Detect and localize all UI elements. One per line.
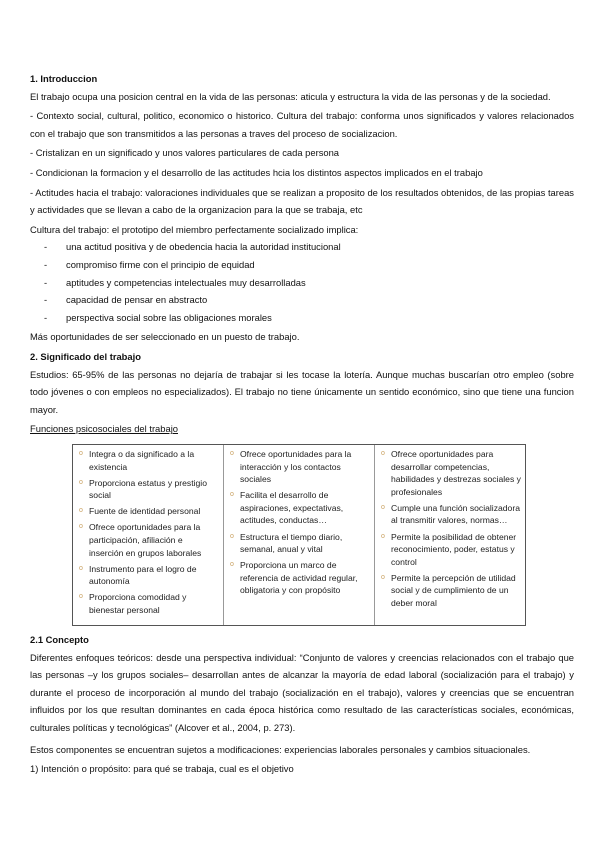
list-item: o Proporciona comodidad y bienestar personal [77,591,219,616]
document-page [30,70,574,438]
section-1-title: 1. Introduccion [30,73,98,84]
list-item: o Fuente de identidad personal [77,505,219,518]
list-item: - aptitudes y competencias intelectuales muy desarrolladas [30,274,574,292]
paragraph: Estos componentes se encuentran sujetos a modificaciones: experiencias laborales personales y cambios situacionales. [30,743,531,755]
list-item: o Ofrece oportunidades para la participación, afiliación e inserción en grupos laborales [77,521,219,559]
paragraph: Cultura del trabajo: el prototipo del miembro perfectamente socializado implica: [30,223,359,235]
paragraph: 1) Intención o propósito: para qué se trabaja, cual es el objetivo [30,763,294,775]
list-item: o Permite la posibilidad de obtener reconocimiento, poder, estatus y control [379,531,521,569]
paragraph: - Contexto social, cultural, politico, economico o historico. Cultura del trabajo: conforma unos significados y valores relacionados con el trabajo que son transmitidos a las personas a traves del proceso de socializacion. [30,110,574,139]
list-item: - capacidad de pensar en abstracto [30,291,574,309]
list-item: - perspectiva social sobre las obligaciones morales [30,309,574,327]
list-item: o Cumple una función socializadora al transmitir valores, normas… [379,502,521,527]
paragraph: Estudios: 65-95% de las personas no dejaría de trabajar si les tocase la lotería. Aunque muchas buscarían otro empleo (sobre todo jóvenes o con empleos no especializados). El trabajo no tiene únicamente un sentido económico, sino que tiene una funcion mayor. [30,368,574,415]
list-item: o Ofrece oportunidades para la interacción y los contactos sociales [228,448,370,486]
section-2-1-title: 2.1 Concepto [30,634,89,645]
paragraph: Más oportunidades de ser seleccionado en un puesto de trabajo. [30,331,300,343]
list-item: o Proporciona un marco de referencia de actividad regular, obligatoria y con propósito [228,559,370,597]
section-2-title: 2. Significado del trabajo [30,350,141,362]
list-item: o Permite la percepción de utilidad social y de cumplimiento de un deber moral [379,572,521,610]
list-item: o Ofrece oportunidades para desarrollar competencias, habilidades y destrezas sociales y profesionales [379,448,521,498]
list-item: o Estructura el tiempo diario, semanal, anual y vital [228,531,370,556]
list-item: o Instrumento para el logro de autonomía [77,563,219,588]
table-column [224,445,375,625]
paragraph: Diferentes enfoques teóricos: desde una perspectiva individual: “Conjunto de valores y creencias relacionados con el trabajo que las personas –y los grupos sociales– desarrollan antes de alcanzar la mayoría de edad laboral (socialización para el trabajo) y durante el proceso de incorporación al mundo del trabajo (socialización en el trabajo), valores y creencias que se encuentran influidos por los que resultan dominantes en cada época histórica como resultado de las características sociales, económicas, culturales políticas y tecnológicas” (Alcover et al., 2004, p. 273). [30,651,574,733]
list-item: o Facilita el desarrollo de aspiraciones, expectativas, actitudes, conductas… [228,489,370,527]
prototype-list [30,238,574,326]
document-page-continued [30,631,574,778]
table-column [73,445,224,625]
list-item: - una actitud positiva y de obedencia hacia la autoridad institucional [30,238,574,256]
functions-table [72,444,526,626]
paragraph: - Cristalizan en un significado y unos valores particulares de cada persona [30,147,340,159]
list-item: o Integra o da significado a la existencia [77,448,219,473]
paragraph: - Actitudes hacia el trabajo: valoraciones individuales que se realizan a proposito de los resultados obtenidos, de las propias tareas y actividades que se llevan a cabo de la organizacion para la que se trabaja, etc [30,186,574,216]
list-item: o Proporciona estatus y prestigio social [77,477,219,502]
paragraph: - Condicionan la formacion y el desarrollo de las actitudes hcia los distintos aspectos implicados en el trabajo [30,166,483,178]
table-caption: Funciones psicosociales del trabajo [30,423,178,435]
paragraph: El trabajo ocupa una posicion central en la vida de las personas: aticula y estructura la vida de las personas y de la sociedad. [30,90,551,102]
list-item: - compromiso firme con el principio de equidad [30,256,574,274]
table-column [375,445,525,625]
